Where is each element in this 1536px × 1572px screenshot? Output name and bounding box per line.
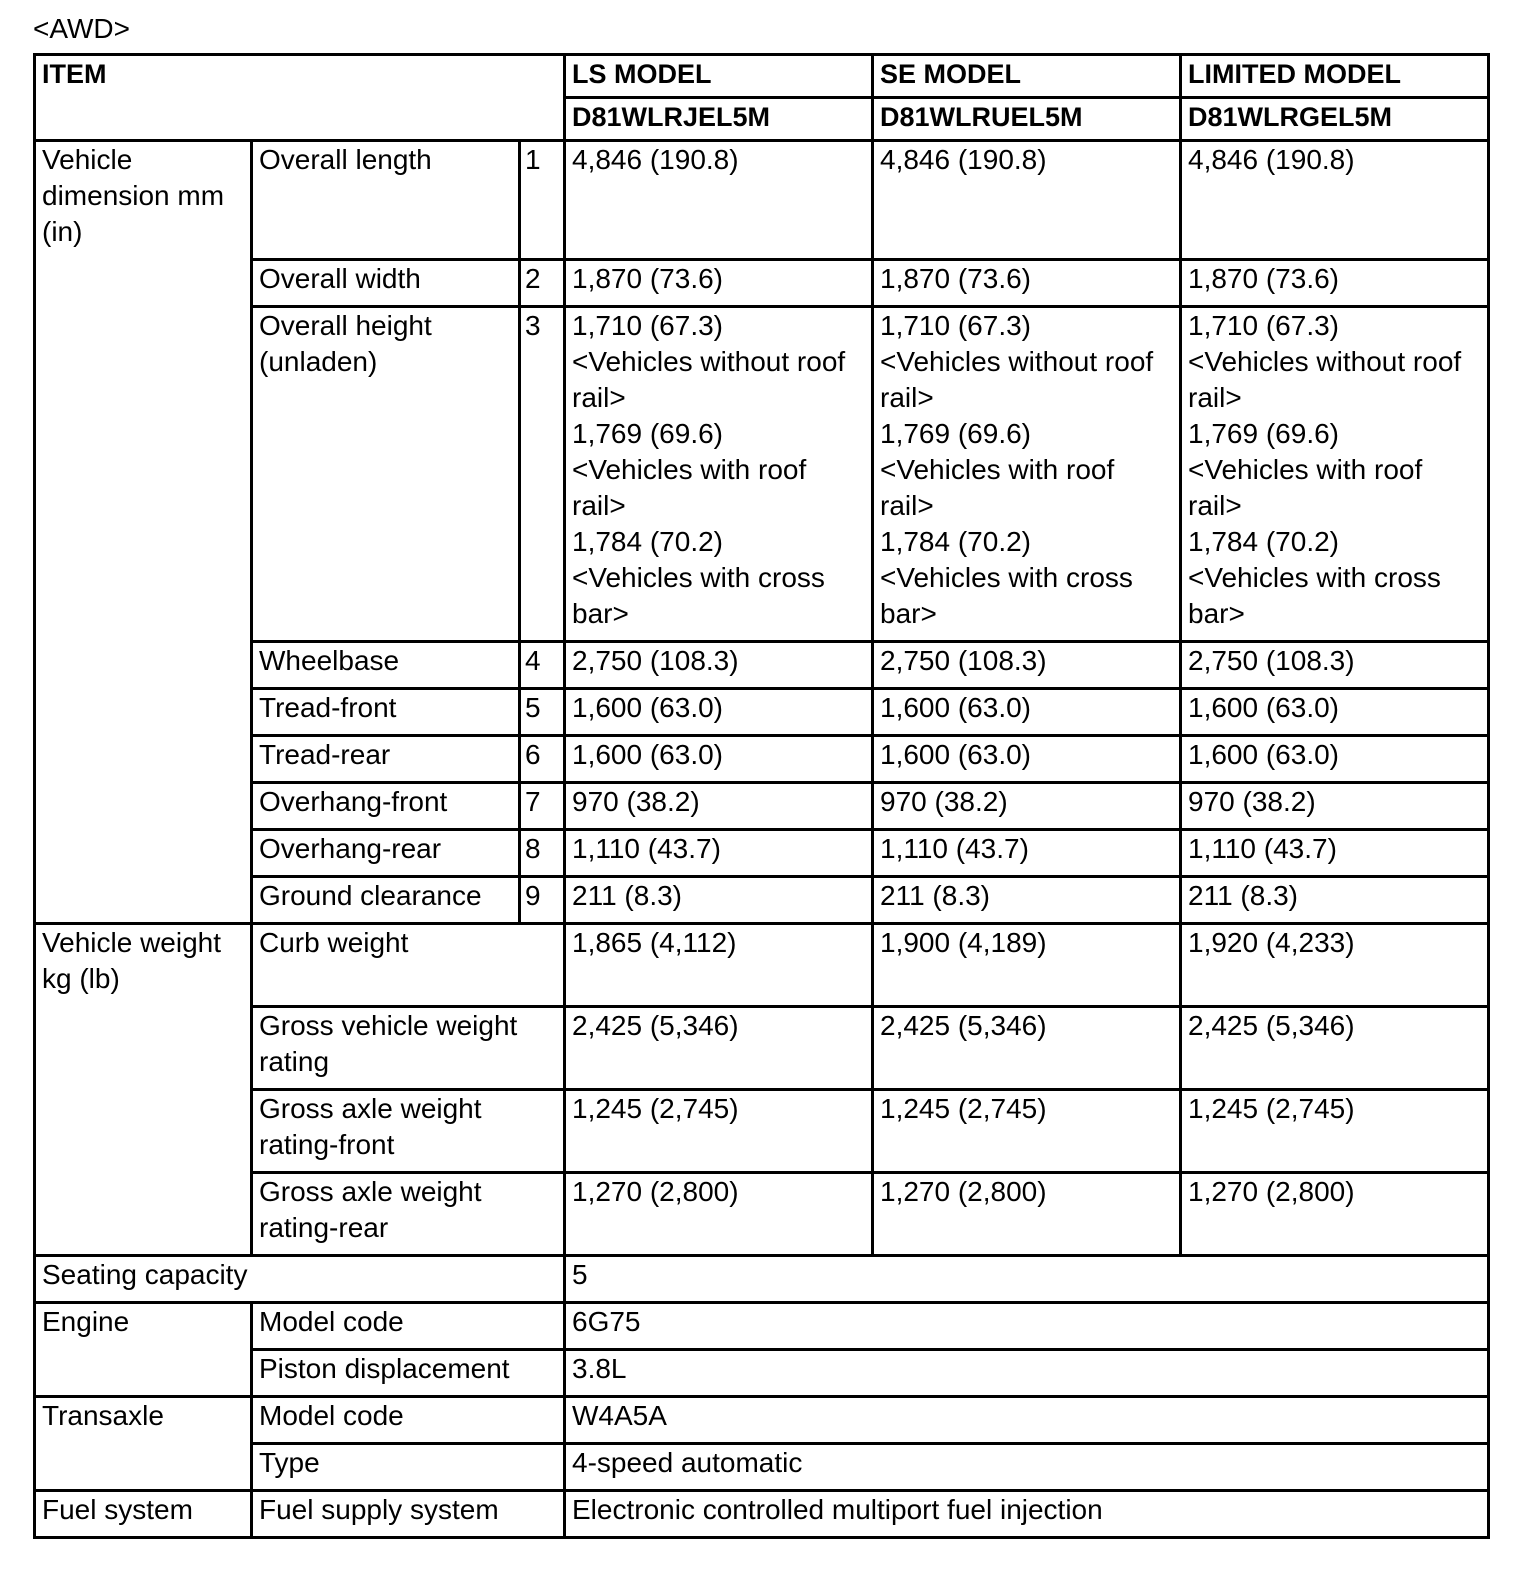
group-label-transaxle: Transaxle bbox=[35, 1397, 252, 1491]
cell-value: 1,870 (73.6) bbox=[873, 260, 1181, 307]
model-name-limited: LIMITED MODEL bbox=[1181, 55, 1489, 98]
table-row bbox=[35, 141, 1489, 260]
cell-value: 1,245 (2,745) bbox=[565, 1090, 873, 1173]
row-number: 2 bbox=[520, 260, 565, 307]
cell-value: 1,600 (63.0) bbox=[873, 689, 1181, 736]
row-number: 8 bbox=[520, 830, 565, 877]
row-label: Overhang-front bbox=[252, 783, 520, 830]
table-row bbox=[35, 1350, 1489, 1397]
cell-value: 1,110 (43.7) bbox=[565, 830, 873, 877]
row-label: Gross axle weight rating-front bbox=[252, 1090, 565, 1173]
table-row bbox=[35, 924, 1489, 1007]
model-code-ls: D81WLRJEL5M bbox=[565, 98, 873, 141]
cell-value: 1,870 (73.6) bbox=[565, 260, 873, 307]
group-label-weight: Vehicle weight kg (lb) bbox=[35, 924, 252, 1256]
cell-value: 1,600 (63.0) bbox=[1181, 689, 1489, 736]
cell-value: 5 bbox=[565, 1256, 1489, 1303]
row-label: Seating capacity bbox=[35, 1256, 565, 1303]
value-note: <Vehicles with roof rail> bbox=[572, 454, 807, 521]
section-title: <AWD> bbox=[33, 13, 130, 44]
cell-value: 1,600 (63.0) bbox=[565, 689, 873, 736]
model-code-se: D81WLRUEL5M bbox=[873, 98, 1181, 141]
table-row bbox=[35, 1491, 1489, 1538]
cell-value: 970 (38.2) bbox=[873, 783, 1181, 830]
item-header: ITEM bbox=[35, 55, 565, 141]
value-line: 1,769 (69.6) bbox=[880, 418, 1031, 449]
row-label: Tread-rear bbox=[252, 736, 520, 783]
row-label: Overall height (unladen) bbox=[252, 307, 520, 642]
cell-value: W4A5A bbox=[565, 1397, 1489, 1444]
cell-value: 1,600 (63.0) bbox=[1181, 736, 1489, 783]
cell-value: 2,750 (108.3) bbox=[1181, 642, 1489, 689]
table-row bbox=[35, 1444, 1489, 1491]
value-note: <Vehicles with roof rail> bbox=[880, 454, 1115, 521]
cell-value: 1,600 (63.0) bbox=[873, 736, 1181, 783]
row-label: Wheelbase bbox=[252, 642, 520, 689]
table-row bbox=[35, 736, 1489, 783]
cell-value: 1,270 (2,800) bbox=[1181, 1173, 1489, 1256]
cell-value: 970 (38.2) bbox=[565, 783, 873, 830]
value-line: 1,710 (67.3) bbox=[572, 310, 723, 341]
value-line: 1,784 (70.2) bbox=[1188, 526, 1339, 557]
row-label: Piston displacement bbox=[252, 1350, 565, 1397]
value-note: <Vehicles with cross bar> bbox=[880, 562, 1133, 629]
table-row bbox=[35, 1303, 1489, 1350]
value-line: 1,784 (70.2) bbox=[880, 526, 1031, 557]
row-number: 7 bbox=[520, 783, 565, 830]
value-note: <Vehicles with cross bar> bbox=[1188, 562, 1441, 629]
cell-value: 4,846 (190.8) bbox=[565, 141, 873, 260]
table-row bbox=[35, 1256, 1489, 1303]
value-line: 1,784 (70.2) bbox=[572, 526, 723, 557]
cell-value: 6G75 bbox=[565, 1303, 1489, 1350]
cell-value: 2,750 (108.3) bbox=[873, 642, 1181, 689]
model-code-limited: D81WLRGEL5M bbox=[1181, 98, 1489, 141]
model-name-ls: LS MODEL bbox=[565, 55, 873, 98]
table-row bbox=[35, 830, 1489, 877]
table-row bbox=[35, 642, 1489, 689]
value-note: <Vehicles with roof rail> bbox=[1188, 454, 1423, 521]
cell-value: 1,600 (63.0) bbox=[565, 736, 873, 783]
table-row bbox=[35, 307, 1489, 642]
table-row bbox=[35, 260, 1489, 307]
row-label: Overall width bbox=[252, 260, 520, 307]
table-row bbox=[35, 689, 1489, 736]
value-line: 1,710 (67.3) bbox=[880, 310, 1031, 341]
cell-value: 1,870 (73.6) bbox=[1181, 260, 1489, 307]
cell-value: 2,425 (5,346) bbox=[1181, 1007, 1489, 1090]
cell-value: Electronic controlled multiport fuel injection bbox=[565, 1491, 1489, 1538]
cell-value: 2,425 (5,346) bbox=[873, 1007, 1181, 1090]
cell-value: 1,270 (2,800) bbox=[565, 1173, 873, 1256]
cell-value-multiline bbox=[1181, 307, 1489, 642]
row-label: Gross vehicle weight rating bbox=[252, 1007, 565, 1090]
value-line: 1,710 (67.3) bbox=[1188, 310, 1339, 341]
cell-value: 4,846 (190.8) bbox=[1181, 141, 1489, 260]
row-number: 9 bbox=[520, 877, 565, 924]
value-note: <Vehicles without roof rail> bbox=[880, 346, 1154, 413]
cell-value: 211 (8.3) bbox=[1181, 877, 1489, 924]
value-note: <Vehicles without roof rail> bbox=[1188, 346, 1462, 413]
cell-value: 2,750 (108.3) bbox=[565, 642, 873, 689]
cell-value: 3.8L bbox=[565, 1350, 1489, 1397]
value-line: 1,769 (69.6) bbox=[572, 418, 723, 449]
row-label: Fuel supply system bbox=[252, 1491, 565, 1538]
row-label: Curb weight bbox=[252, 924, 565, 1007]
row-label: Ground clearance bbox=[252, 877, 520, 924]
cell-value: 211 (8.3) bbox=[873, 877, 1181, 924]
spec-table bbox=[33, 53, 1490, 1539]
cell-value: 1,245 (2,745) bbox=[1181, 1090, 1489, 1173]
row-label: Model code bbox=[252, 1303, 565, 1350]
cell-value: 1,900 (4,189) bbox=[873, 924, 1181, 1007]
cell-value: 4-speed automatic bbox=[565, 1444, 1489, 1491]
row-label: Model code bbox=[252, 1397, 565, 1444]
row-label: Gross axle weight rating-rear bbox=[252, 1173, 565, 1256]
group-label-engine: Engine bbox=[35, 1303, 252, 1397]
value-note: <Vehicles with cross bar> bbox=[572, 562, 825, 629]
cell-value: 211 (8.3) bbox=[565, 877, 873, 924]
cell-value: 1,865 (4,112) bbox=[565, 924, 873, 1007]
cell-value: 1,920 (4,233) bbox=[1181, 924, 1489, 1007]
row-number: 6 bbox=[520, 736, 565, 783]
row-label: Tread-front bbox=[252, 689, 520, 736]
group-label-fuel: Fuel system bbox=[35, 1491, 252, 1538]
row-number: 3 bbox=[520, 307, 565, 642]
row-label: Overall length bbox=[252, 141, 520, 260]
model-name-se: SE MODEL bbox=[873, 55, 1181, 98]
group-label-dimension: Vehicle dimension mm (in) bbox=[35, 141, 252, 924]
cell-value: 4,846 (190.8) bbox=[873, 141, 1181, 260]
value-note: <Vehicles without roof rail> bbox=[572, 346, 846, 413]
value-line: 1,769 (69.6) bbox=[1188, 418, 1339, 449]
cell-value: 1,110 (43.7) bbox=[873, 830, 1181, 877]
row-number: 1 bbox=[520, 141, 565, 260]
table-row bbox=[35, 1090, 1489, 1173]
cell-value-multiline bbox=[873, 307, 1181, 642]
row-label: Overhang-rear bbox=[252, 830, 520, 877]
row-number: 4 bbox=[520, 642, 565, 689]
row-number: 5 bbox=[520, 689, 565, 736]
cell-value-multiline bbox=[565, 307, 873, 642]
table-row bbox=[35, 1397, 1489, 1444]
cell-value: 1,110 (43.7) bbox=[1181, 830, 1489, 877]
header-row bbox=[35, 55, 1489, 98]
table-row bbox=[35, 1007, 1489, 1090]
cell-value: 1,245 (2,745) bbox=[873, 1090, 1181, 1173]
cell-value: 970 (38.2) bbox=[1181, 783, 1489, 830]
table-row bbox=[35, 1173, 1489, 1256]
row-label: Type bbox=[252, 1444, 565, 1491]
cell-value: 1,270 (2,800) bbox=[873, 1173, 1181, 1256]
table-row bbox=[35, 783, 1489, 830]
cell-value: 2,425 (5,346) bbox=[565, 1007, 873, 1090]
table-row bbox=[35, 877, 1489, 924]
